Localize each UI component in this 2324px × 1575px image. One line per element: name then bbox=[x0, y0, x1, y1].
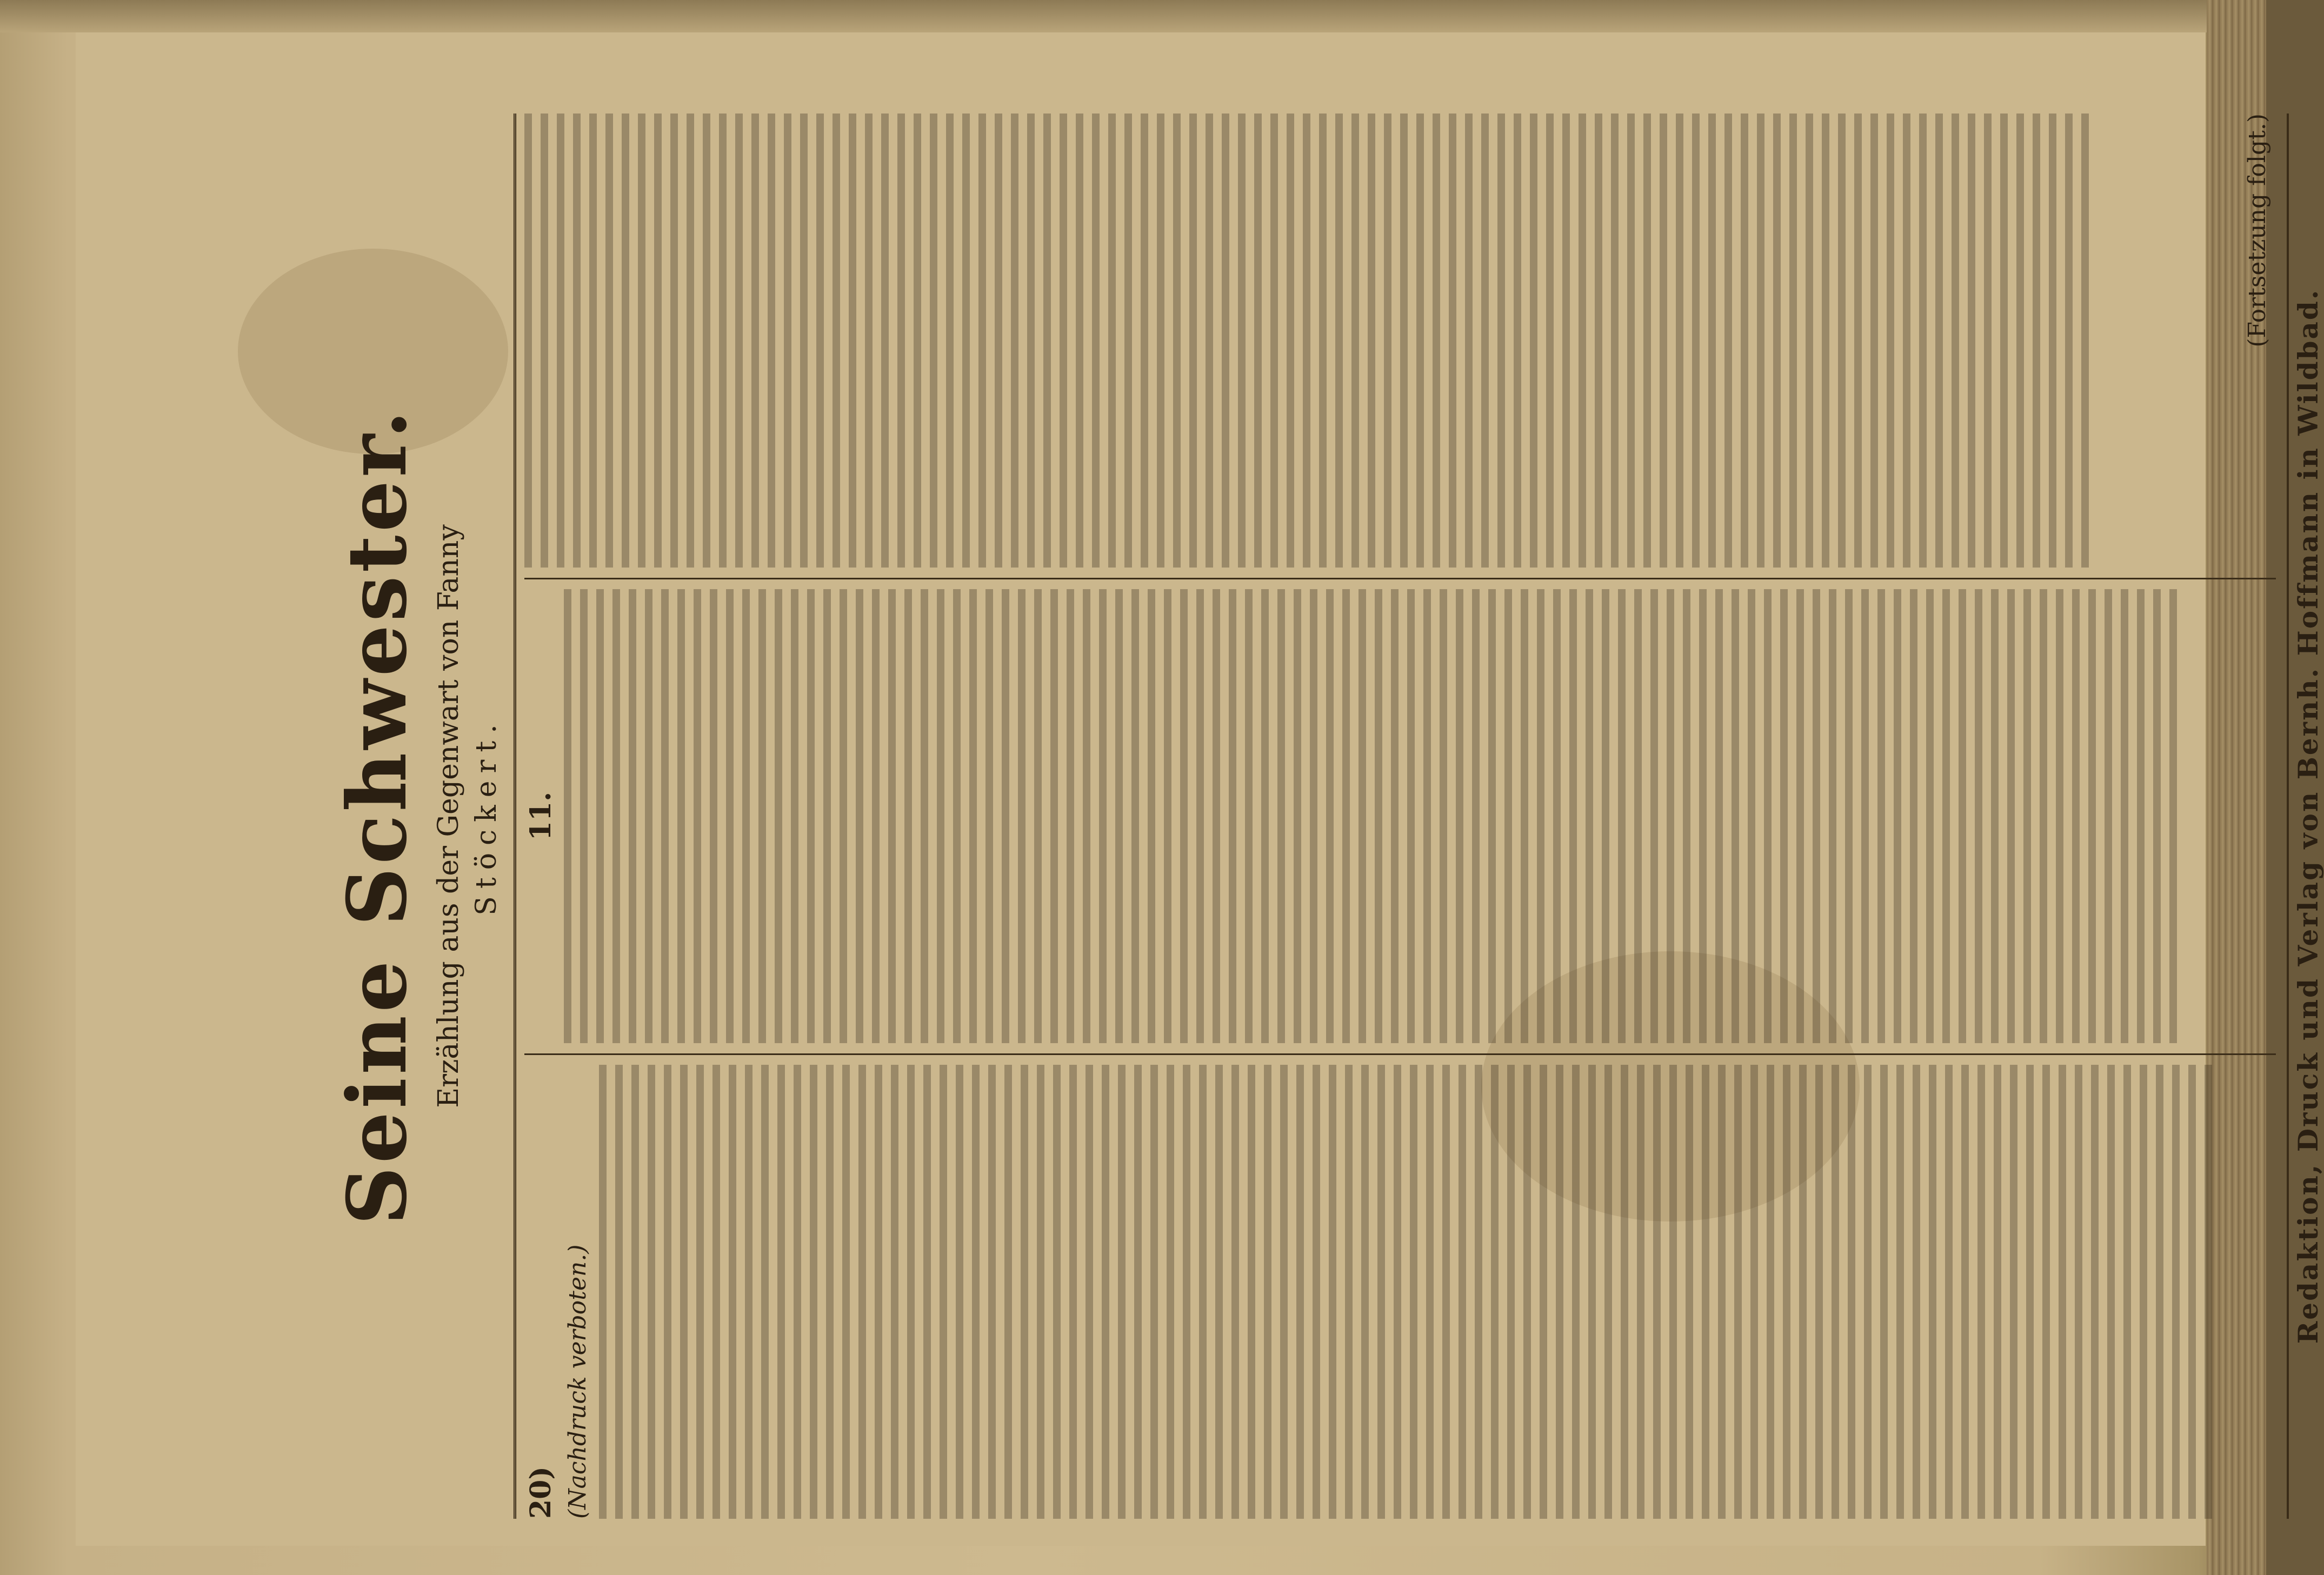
column-rule bbox=[524, 578, 2276, 579]
rotated-article bbox=[319, 114, 2324, 1519]
text-column-3 bbox=[524, 114, 2276, 568]
text-column-2 bbox=[524, 589, 2276, 1043]
installment-number: 20) bbox=[524, 1466, 557, 1519]
column-rule bbox=[524, 1053, 2276, 1055]
text-column-1 bbox=[524, 1065, 2276, 1519]
publisher-imprint: Redaktion, Druck und Verlag von Bernh. Hoffmann in Wildbad. bbox=[2287, 114, 2324, 1519]
continued-note: (Fortsetzung folgt.) bbox=[2243, 114, 2271, 348]
column-text-block bbox=[599, 1065, 2221, 1519]
column-text-block bbox=[564, 589, 2186, 1043]
article-header bbox=[319, 114, 516, 1519]
article-title: Seine Schwester. bbox=[330, 407, 425, 1225]
reprint-notice: (Nachdruck verboten.) bbox=[564, 1244, 591, 1519]
page-edge bbox=[0, 0, 2266, 32]
article-subtitle: Erzählung aus der Gegenwart von Fanny bbox=[432, 524, 465, 1108]
article-author: Stöckert. bbox=[470, 717, 503, 916]
column-text-block bbox=[524, 114, 2092, 568]
newspaper-page bbox=[76, 32, 2324, 1546]
chapter-number: 11. bbox=[524, 791, 557, 841]
